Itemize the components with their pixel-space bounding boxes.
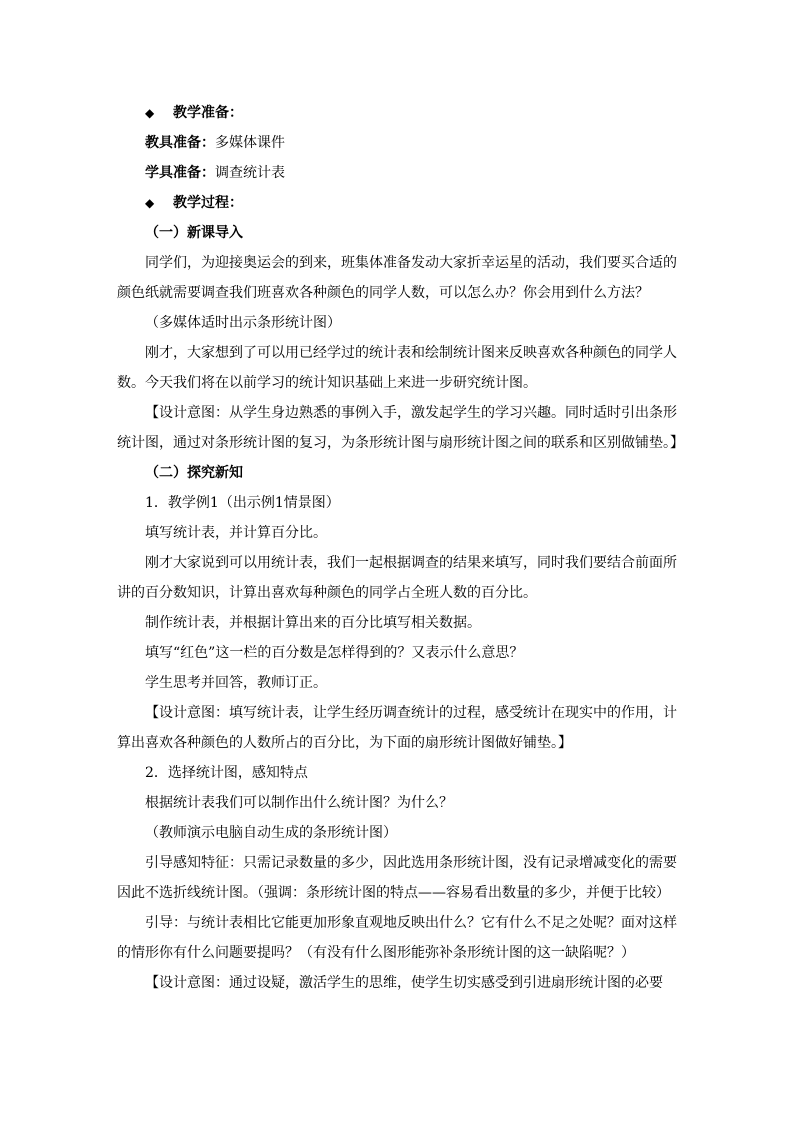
process-heading: 教学过程： [173,195,243,211]
item2-design-intent: 【设计意图：通过设疑，激活学生的思维，使学生切实感受到引进扇形统计图的必要 [145,975,663,991]
prep-heading-line [117,98,677,128]
item1-design-intent: 【设计意图：填写统计表，让学生经历调查统计的过程，感受统计在现实中的作用，计算出喜欢各种颜色的人数所占的百分比，为下面的扇形统计图做好铺垫。】 [117,705,677,751]
item2-paragraph-1: 根据统计表我们可以制作出什么统计图？为什么？ [145,795,453,811]
student-prep-line [117,158,677,188]
item1-paragraph-1: 填写统计表，并计算百分比。 [145,525,327,541]
section1-note: （多媒体适时出示条形统计图） [145,315,341,331]
student-prep-value: 调查统计表 [215,165,285,181]
section1-design-intent: 【设计意图：从学生身边熟悉的事例入手，激发起学生的学习兴趣。同时适时引出条形统计图，通过对条形统计图的复习，为条形统计图与扇形统计图之间的联系和区别做铺垫。】 [117,405,684,451]
item2-title: 2．选择统计图，感知特点 [145,765,308,781]
item1-title: 1．教学例1（出示例1情景图） [145,495,340,511]
tool-prep-value: 多媒体课件 [215,135,285,151]
process-heading-line [117,188,677,218]
tool-prep-line [117,128,677,158]
section1-paragraph-2: 刚才，大家想到了可以用已经学过的统计表和绘制统计图来反映喜欢各种颜色的同学人数。今天我们将在以前学习的统计知识基础上来进一步研究统计图。 [117,345,677,391]
prep-heading: 教学准备： [173,105,243,121]
section1-title: （一）新课导入 [145,225,243,241]
item1-paragraph-5: 学生思考并回答，教师订正。 [145,675,327,691]
document-page [117,98,684,998]
item2-note: （教师演示电脑自动生成的条形统计图） [145,825,397,841]
student-prep-label: 学具准备： [145,165,215,181]
section2-title: （二）探究新知 [145,465,243,481]
item1-paragraph-4: 填写“红色”这一栏的百分数是怎样得到的？又表示什么意思？ [145,645,524,661]
item1-paragraph-2: 刚才大家说到可以用统计表，我们一起根据调查的结果来填写，同时我们要结合前面所讲的百分数知识，计算出喜欢每种颜色的同学占全班人数的百分比。 [117,555,677,601]
item2-paragraph-3: 引导：与统计表相比它能更加形象直观地反映出什么？它有什么不足之处呢？面对这样的情形你有什么问题要提吗？（有没有什么图形能弥补条形统计图的这一缺陷呢？） [117,915,677,961]
tool-prep-label: 教具准备： [145,135,215,151]
diamond-bullet-icon: ◆ [145,196,155,210]
item1-paragraph-3: 制作统计表，并根据计算出来的百分比填写相关数据。 [145,615,481,631]
diamond-bullet-icon: ◆ [145,106,155,120]
section1-paragraph-1: 同学们，为迎接奥运会的到来，班集体准备发动大家折幸运星的活动，我们要买合适的颜色纸就需要调查我们班喜欢各种颜色的同学人数，可以怎么办？你会用到什么方法？ [117,255,677,301]
item2-paragraph-2: 引导感知特征：只需记录数量的多少，因此选用条形统计图，没有记录增减变化的需要因此不选折线统计图。（强调：条形统计图的特点——容易看出数量的多少，并便于比较） [117,855,677,901]
